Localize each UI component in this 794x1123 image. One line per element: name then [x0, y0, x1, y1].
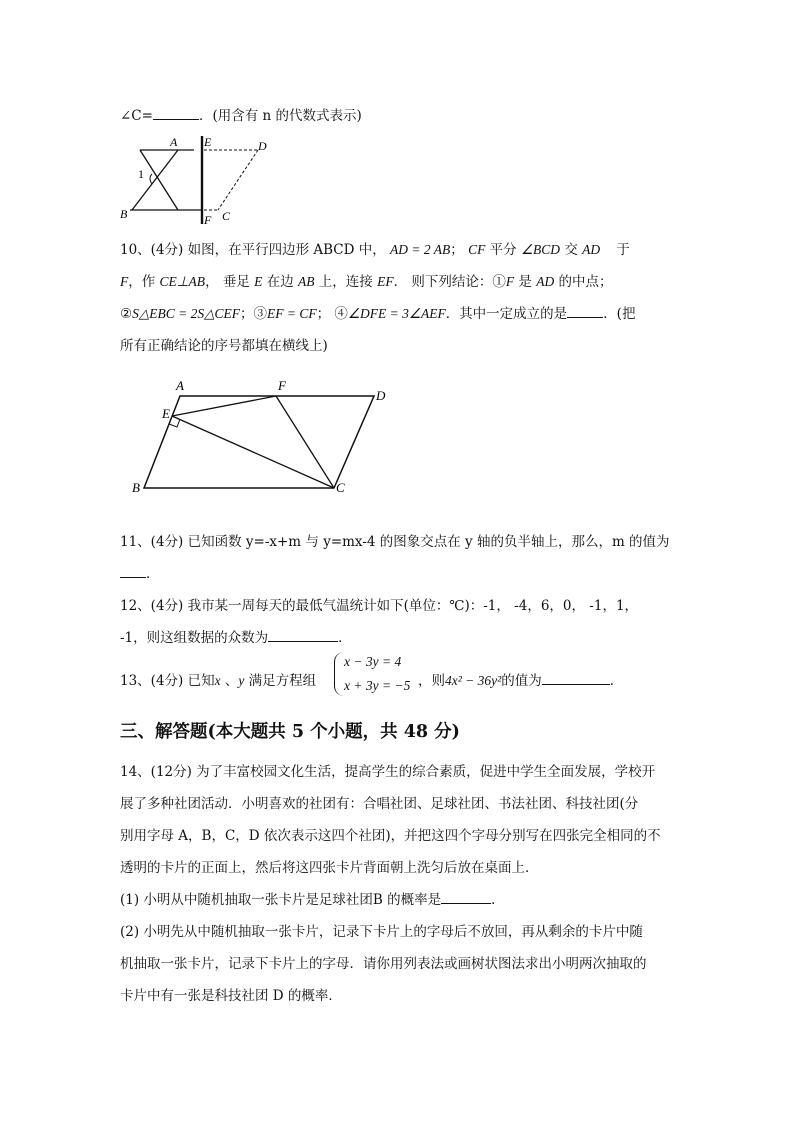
q10-l2-h: 的中点； [554, 274, 613, 290]
q14-line4: 透明的卡片的正面上，然后将这四张卡片背面朝上洗匀后放在桌面上． [120, 860, 539, 876]
q10-l1-ad-eq: AD = 2 AB [390, 242, 451, 257]
q10-l2-g: 是 [514, 274, 537, 290]
q10-seg-fc [276, 396, 334, 488]
q10-answer-blank[interactable] [567, 316, 603, 318]
q10-l2-f2: F [505, 274, 515, 289]
q10-l1-a: 10、(4分) 如图，在平行四边形 ABCD 中， [120, 242, 386, 258]
q14-part2-line3: 卡片中有一张是科技社团 D 的概率． [120, 988, 342, 1004]
q9-label-1: 1 [138, 167, 144, 181]
q10-l2-ab: AB [298, 274, 315, 289]
q13-var-y: y [238, 673, 245, 688]
q9-label-B: B [120, 207, 128, 221]
q13-prefix: 13、(4分) 已知 [120, 673, 215, 689]
q13-mid: 满足方程组 [244, 673, 317, 689]
q14-line1: 14、(12分) 为了丰富校园文化生活，提高学生的综合素质，促进中学生全面发展，学校开 [120, 764, 656, 780]
q10-l3-b: ；③ [239, 306, 267, 322]
q13-var-x: x [214, 673, 221, 688]
q9-label-E: E [204, 135, 212, 149]
q10-seg-ef [172, 396, 276, 416]
q13-expr: 4x² − 36y² [445, 673, 502, 688]
q10-label-D: D [376, 388, 386, 403]
q10-l2-e2: ． 则下列结论：① [393, 274, 506, 290]
q12-answer-blank[interactable] [268, 640, 338, 642]
q13-answer-blank[interactable] [542, 683, 610, 685]
q14-part2-line2: 机抽取一张卡片，记录下卡片上的字母．请你用列表法或画树状图法求出小明两次抽取的 [120, 956, 647, 972]
q10-l1-d: 于 [612, 242, 630, 258]
q11-line2 [120, 562, 160, 582]
q10-label-C: C [336, 480, 345, 495]
q10-l2-ad: AD [536, 274, 555, 289]
q10-line4: 所有正确结论的序号都填在横线上) [120, 338, 328, 354]
q10-l2-c: 在边 [262, 274, 298, 290]
q13-sep: 、 [220, 673, 239, 689]
q10-figure [128, 376, 388, 496]
q10-label-E: E [162, 406, 170, 421]
q10-l1-cf: CF [468, 242, 486, 257]
q9-suffix: ．(用含有 n 的代数式表示) [198, 108, 362, 124]
q9-label-C: C [222, 209, 231, 223]
q10-l2-b: ， 垂足 [205, 274, 255, 290]
q10-label-F: F [278, 378, 286, 393]
q10-l2-a: ，作 [128, 274, 160, 290]
q9-dash-diag [218, 150, 258, 210]
q11-line1: 11、(4分) 已知函数 y=-x+m 与 y=mx-4 的图象交点在 y 轴的负半轴上，那么，m 的值为 [120, 534, 670, 550]
q11-answer-blank[interactable] [120, 576, 146, 578]
q13-tail-text: 的值为 [501, 673, 542, 689]
q13-line [120, 669, 316, 689]
q10-l2-f: F [120, 274, 129, 289]
q14-part1 [120, 888, 505, 908]
q13-tail [418, 669, 623, 689]
q13-eq1: x − 3y = 4 [344, 654, 402, 669]
q13-end: ． [609, 673, 624, 689]
q9-label-F: F [204, 213, 212, 227]
q10-l2-e: E [254, 274, 263, 289]
q11-suffix: ． [146, 566, 160, 582]
q14-part1-answer-blank[interactable] [441, 902, 491, 904]
q12-suffix: ． [338, 630, 352, 646]
q10-line2 [120, 270, 613, 290]
q10-l3-area: S△EBC = 2S△CEF [132, 306, 240, 321]
q10-l1-c: 交 [560, 242, 583, 258]
q10-l3-d: ．其中一定成立的是 [445, 306, 568, 322]
q9-answer-blank[interactable] [153, 118, 199, 120]
q12-line2 [120, 626, 352, 646]
q10-l3-efcf: EF = CF [266, 306, 317, 321]
q14-line2: 展了多种社团活动．小明喜欢的社团有：合唱社团、足球社团、书法社团、科技社团(分 [120, 796, 639, 812]
q10-l3-e: ．(把 [603, 306, 636, 322]
q10-l1-angle: ∠BCD [520, 242, 561, 257]
q14-line3: 别用字母 A，B，C，D 依次表示这四个社团)，并把这四个字母分别写在四张完全相同的不 [120, 828, 661, 844]
q10-l1-b: 平分 [485, 242, 521, 258]
q10-l1-sep: ； [450, 242, 464, 258]
q14-part2-line1: (2) 小明先从中随机抽取一张卡片，记录下卡片上的字母后不放回，再从剩余的卡片中随 [120, 924, 643, 940]
q10-seg-ec [172, 416, 334, 488]
q12-line1: 12、(4分) 我市某一周每天的最低气温统计如下(单位：℃)：-1， -4，6，0， -1，1， [120, 598, 639, 614]
q9-tail [120, 104, 362, 124]
q13-after: ，则 [418, 673, 445, 689]
q10-l2-perp: CE⊥AB [159, 274, 206, 289]
q10-l3-angle: ∠DFE = 3∠AEF [347, 306, 446, 321]
q12-prefix: -1，则这组数据的众数为 [120, 630, 269, 646]
q9-label-A: A [170, 135, 178, 149]
q14-part1-suffix: ． [491, 892, 505, 908]
q14-part1-text: (1) 小明从中随机抽取一张卡片是足球社团B 的概率是 [120, 892, 442, 908]
q10-label-B: B [132, 480, 140, 495]
q10-parallelogram [144, 396, 374, 488]
q10-label-A: A [176, 378, 184, 393]
q10-l3-a: ② [120, 306, 133, 322]
q9-prefix: ∠C= [120, 108, 153, 124]
q9-angle-arc [150, 174, 152, 184]
q13-eq2: x + 3y = −5 [344, 678, 411, 693]
q10-l3-c: ； ④ [316, 306, 348, 322]
q9-label-D: D [258, 139, 267, 153]
q10-line3 [120, 302, 635, 322]
q10-l1-ad: AD [582, 242, 601, 257]
q9-line-diag1 [140, 150, 178, 210]
q10-line1 [120, 238, 630, 258]
q9-figure [118, 132, 274, 228]
q10-l2-ef: EF [377, 274, 394, 289]
section3-title: 三、解答题(本大题共 5 个小题，共 48 分) [120, 722, 460, 742]
q10-l2-d: 上，连接 [314, 274, 378, 290]
